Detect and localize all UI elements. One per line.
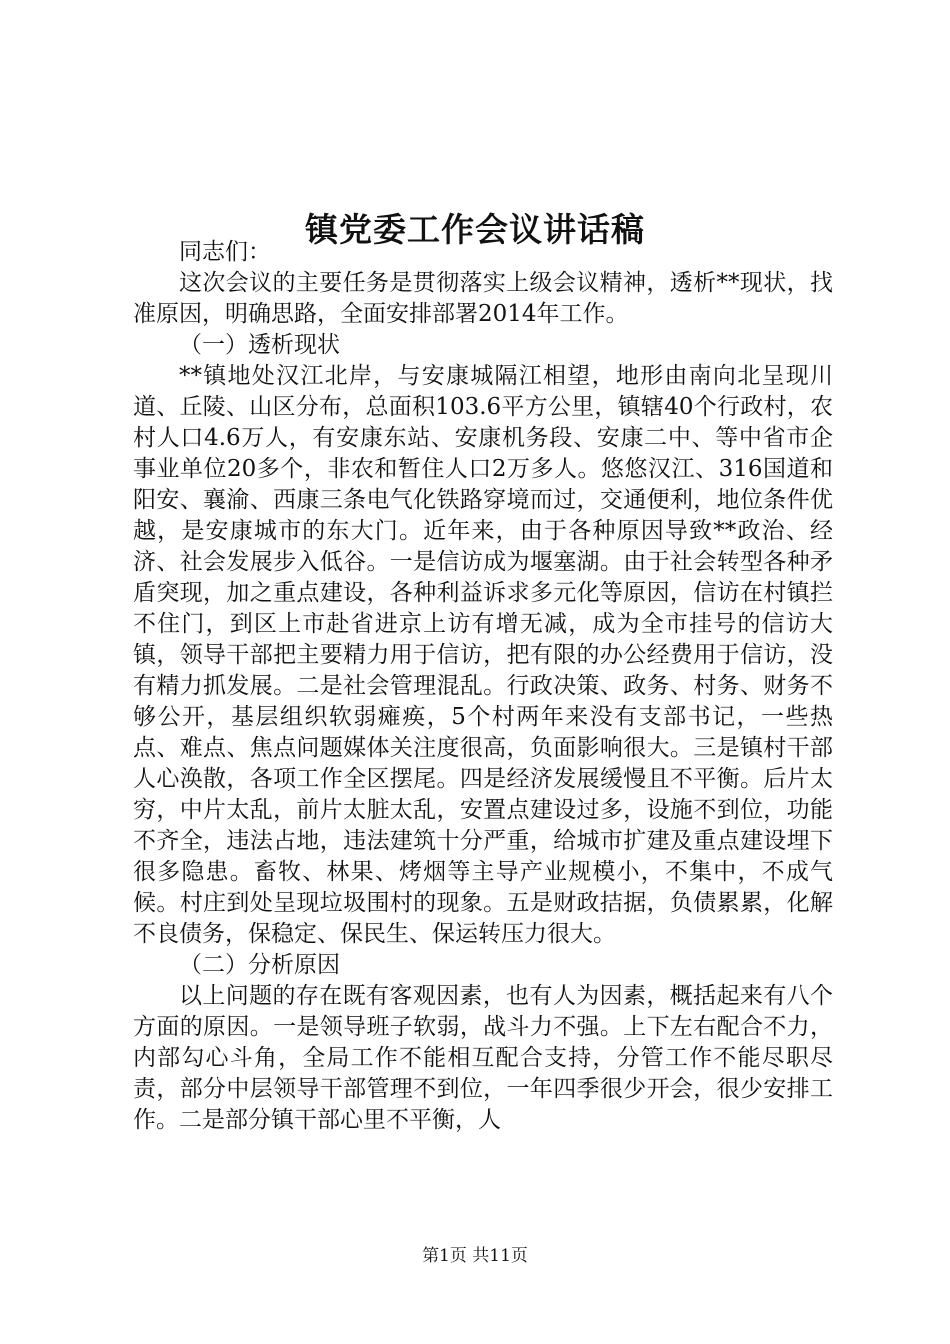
document-title: 镇党委工作会议讲话稿 — [305, 210, 645, 250]
paragraph-status: **镇地处汉江北岸，与安康城隔江相望，地形由南向北呈现川道、丘陵、山区分布，总面积103.6平方公里，镇辖40个行政村，农村人口4.6万人，有安康东站、安康机务段、安康二中、等中省市企事业单位20多个，非农和暂住人口2万多人。悠悠汉江、316国道和阳安、襄渝、西康三条电气化铁路穿境而过，交通便利，地位条件优越，是安康城市的东大门。近年来，由于各种原因导致**政治、经济、社会发展步入低谷。一是信访成为堰塞湖。由于社会转型各种矛盾突现，加之重点建设，各种利益诉求多元化等原因，信访在村镇拦不住门，到区上市赴省进京上访有增无减，成为全市挂号的信访大镇，领导干部把主要精力用于信访，把有限的办公经费用于信访，没有精力抓发展。二是社会管理混乱。行政决策、政务、村务、财务不够公开，基层组织软弱瘫痪，5个村两年来没有支部书记，一些热点、难点、焦点问题媒体关注度很高，负面影响很大。三是镇村干部人心涣散，各项工作全区摆尾。四是经济发展缓慢且不平衡。后片太穷，中片太乱，前片太脏太乱，安置点建设过多，设施不到位，功能不齐全，违法占地，违法建筑十分严重，给城市扩建及重点建设埋下很多隐患。畜牧、林果、烤烟等主导产业规模小，不集中，不成气候。村庄到处呈现垃圾围村的现象。五是财政拮据，负债累累，化解不良债务，保稳定、保民生、保运转压力很大。 — [133, 363, 833, 947]
section-heading-2: （二）分析原因 — [179, 952, 340, 978]
page-number-footer: 第1页 共11页 — [422, 1246, 528, 1266]
paragraph-intro: 这次会议的主要任务是贯彻落实上级会议精神，透析**现状，找准原因，明确思路，全面安排部署2014年工作。 — [133, 270, 833, 327]
document-body — [133, 237, 833, 1136]
paragraph-causes: 以上问题的存在既有客观因素，也有人为因素，概括起来有八个方面的原因。一是领导班子软弱，战斗力不强。上下左右配合不力，内部勾心斗角，全局工作不能相互配合支持，分管工作不能尽职尽责，部分中层领导干部管理不到位，一年四季很少开会，很少安排工作。二是部分镇干部心里不平衡，人 — [133, 983, 833, 1133]
greeting: 同志们： — [179, 239, 271, 265]
section-heading-1: （一）透析现状 — [179, 332, 340, 358]
